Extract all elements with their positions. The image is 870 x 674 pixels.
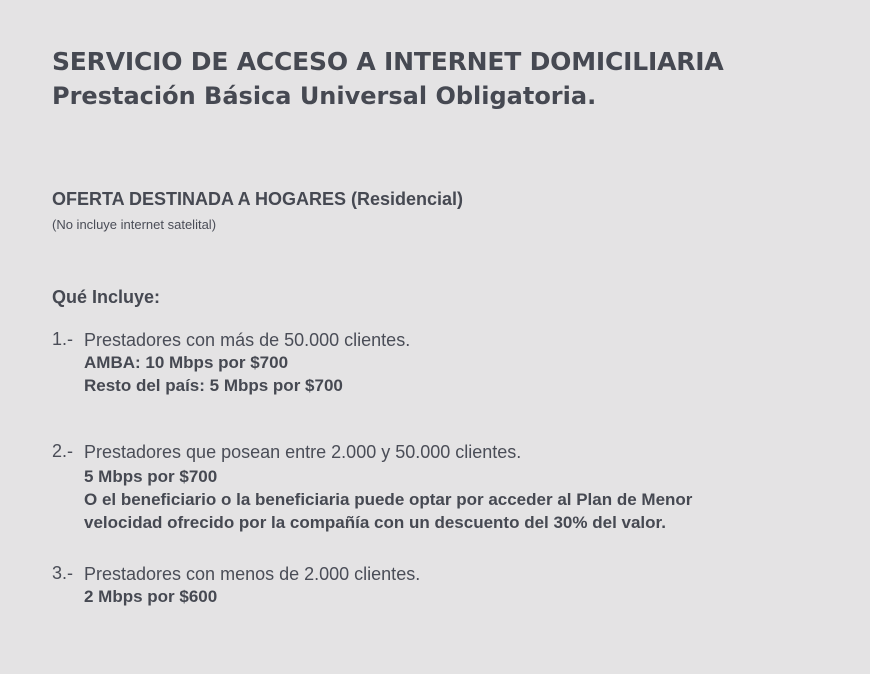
list-item-number: 1.- xyxy=(52,329,74,349)
page-title: SERVICIO DE ACCESO A INTERNET DOMICILIARIA xyxy=(52,47,724,76)
list-item-heading: Prestadores con menos de 2.000 clientes. xyxy=(84,564,421,584)
list-item-heading: Prestadores con más de 50.000 clientes. xyxy=(84,330,411,350)
document-page xyxy=(52,0,850,674)
list-item-detail: Resto del país: 5 Mbps por $700 xyxy=(84,376,343,395)
page-subtitle: Prestación Básica Universal Obligatoria. xyxy=(52,82,597,110)
list-item-detail: O el beneficiario o la beneficiaria puede optar por acceder al Plan de Menor xyxy=(84,490,693,509)
list-item-heading: Prestadores que posean entre 2.000 y 50.000 clientes. xyxy=(84,442,522,462)
offer-note: (No incluye internet satelital) xyxy=(52,217,217,232)
list-item-body xyxy=(84,329,410,397)
list-item-number: 3.- xyxy=(52,563,74,583)
list-item-body xyxy=(84,563,420,608)
list-item-detail: 2 Mbps por $600 xyxy=(84,587,218,606)
includes-title: Qué Incluye: xyxy=(52,287,161,307)
list-item-detail: 5 Mbps por $700 xyxy=(84,467,218,486)
list-item-number: 2.- xyxy=(52,441,74,461)
offer-title: OFERTA DESTINADA A HOGARES (Residencial) xyxy=(52,189,464,209)
list-item-detail: velocidad ofrecido por la compañía con un descuento del 30% del valor. xyxy=(84,513,666,532)
list-item-detail: AMBA: 10 Mbps por $700 xyxy=(84,353,289,372)
list-item-body xyxy=(84,441,692,534)
